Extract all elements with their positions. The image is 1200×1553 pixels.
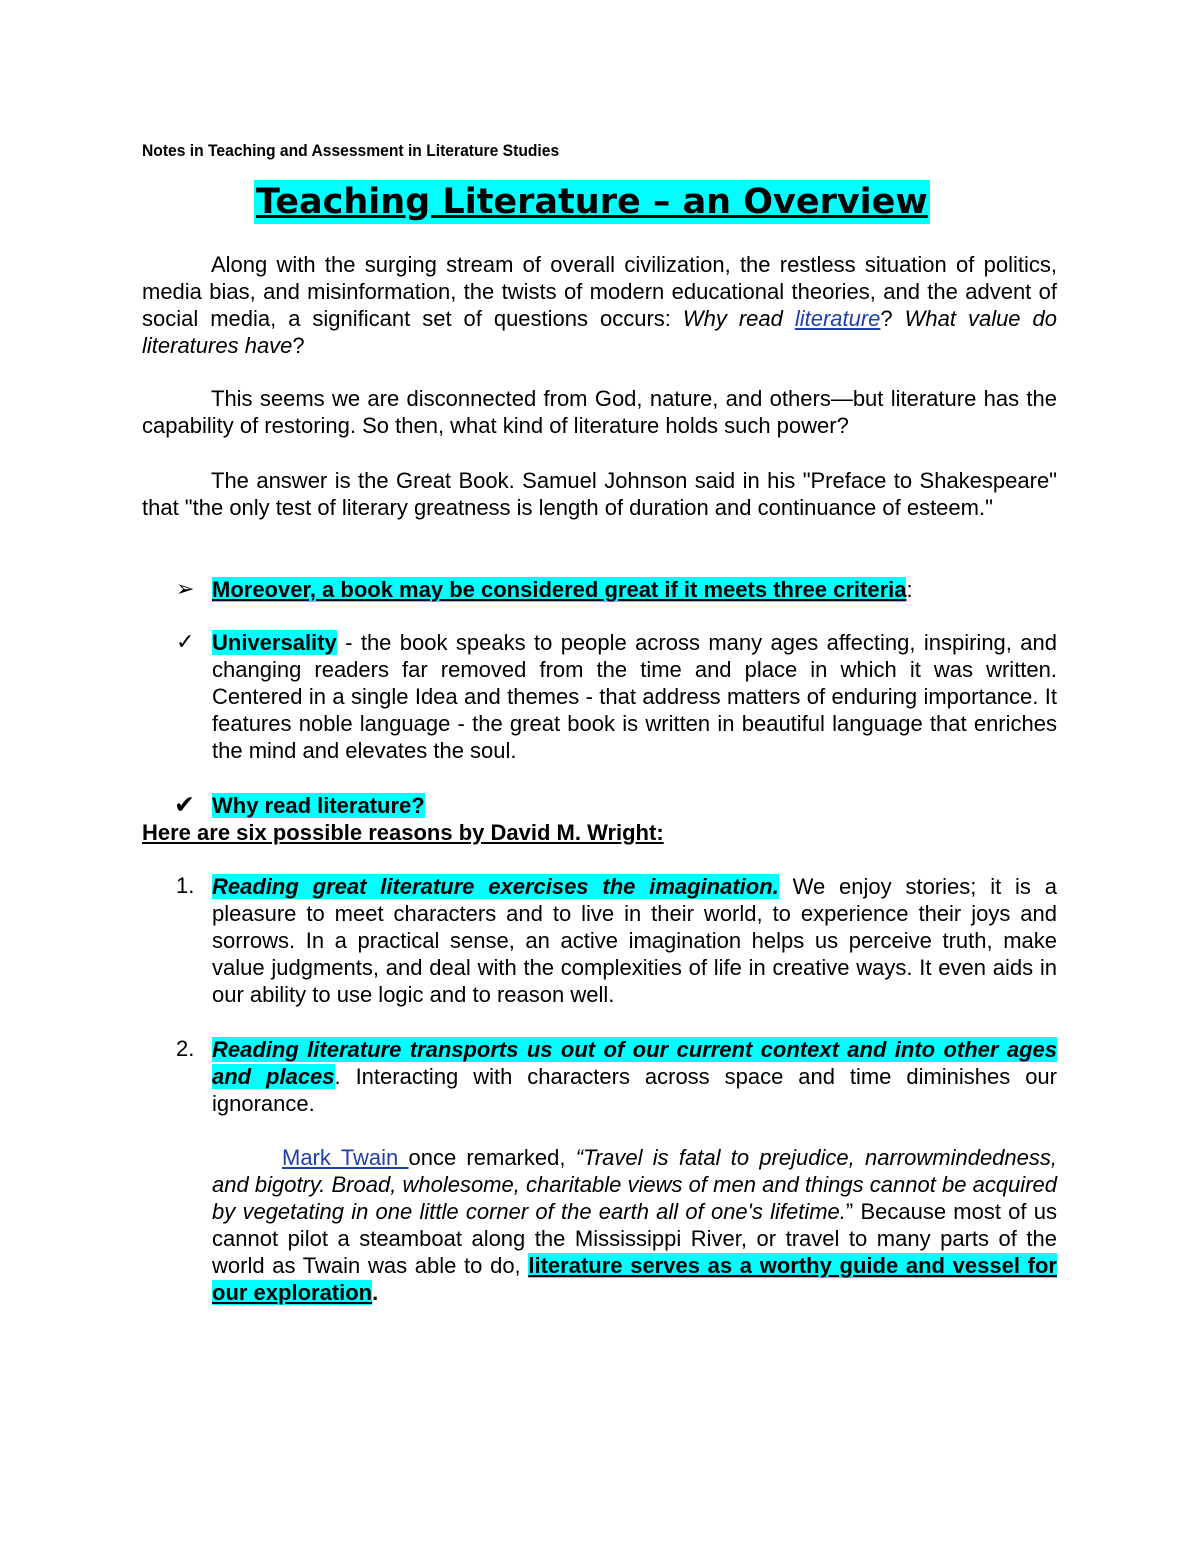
why-read-text: Why read literature? xyxy=(212,793,425,818)
reason-1-item xyxy=(212,873,1057,1008)
reason-1-bold: Reading great literature exercises the imagination. xyxy=(212,874,779,899)
reason-2-text: . Interacting with characters across space and time diminishes our ignorance. xyxy=(212,1064,1057,1116)
reason-2-bold: Reading literature transports us out of our current context and into other ages and places xyxy=(212,1037,1057,1089)
reason-1-text: We enjoy stories; it is a pleasure to meet characters and to live in their world, to experience their joys and sorrows. In a practical sense, an active imagination helps us perceive truth, make value judgments, and deal with the complexities of life in creative ways. It even aids in our ability to use logic and to reason well. xyxy=(212,874,1058,1007)
list-number-1: 1. xyxy=(176,873,195,898)
intro-question-mark: ? xyxy=(880,306,893,331)
criteria-item xyxy=(212,576,1057,603)
paragraph-disconnected: This seems we are disconnected from God, nature, and others—but literature has the capability of restoring. So then, what kind of literature holds such power? xyxy=(142,386,1057,438)
twain-text-1: once remarked, xyxy=(408,1145,576,1170)
universality-label: Universality xyxy=(212,630,337,655)
twain-paragraph xyxy=(212,1144,1057,1306)
why-read-item xyxy=(212,792,1057,819)
universality-item xyxy=(212,629,1057,764)
reason-2-item xyxy=(212,1036,1057,1117)
criteria-text: Moreover, a book may be considered great if it meets three criteria xyxy=(212,577,907,602)
list-number-2: 2. xyxy=(176,1036,195,1061)
intro-question-1: Why read xyxy=(682,306,795,331)
twain-conclusion: literature serves as a worthy guide and vessel for our exploration xyxy=(212,1253,1057,1305)
intro-paragraph xyxy=(142,251,1057,359)
reasons-heading: Here are six possible reasons by David M. Wright: xyxy=(142,820,664,845)
twain-period: . xyxy=(372,1280,379,1305)
intro-question-2: What value do literatures have xyxy=(142,306,1057,358)
twain-quote: “Travel is fatal to prejudice, narrowmindedness, and bigotry. Broad, wholesome, charitable views of men and things cannot be acquired by vegetating in one little corner of the earth all of one's lifetime. xyxy=(212,1145,1057,1224)
page-title: Teaching Literature – an Overview xyxy=(256,182,928,222)
intro-text: Along with the surging stream of overall civilization, the restless situation of politics, media bias, and misinformation, the twists of modern educational theories, and the advent of social media, a significant set of questions occurs: xyxy=(142,252,1057,331)
document-header: Notes in Teaching and Assessment in Literature Studies xyxy=(142,141,560,160)
intro-question-mark-2: ? xyxy=(292,333,305,358)
paragraph-great-book: The answer is the Great Book. Samuel Johnson said in his "Preface to Shakespeare" that "the only test of literary greatness is length of duration and continuance of esteem." xyxy=(142,468,1057,520)
literature-link[interactable]: literature xyxy=(794,306,881,331)
criteria-colon: : xyxy=(906,577,913,602)
heavy-check-bullet-icon: ✔ xyxy=(174,791,195,819)
mark-twain-link[interactable]: Mark Twain xyxy=(282,1145,409,1170)
arrow-bullet-icon: ➢ xyxy=(176,576,195,601)
twain-text-2: ” Because most of us cannot pilot a steamboat along the Mississippi River, or travel to many parts of the world as Twain was able to do, xyxy=(212,1199,1057,1278)
universality-text: - the book speaks to people across many ages affecting, inspiring, and changing readers far removed from the time and place in which it was written. Centered in a single Idea and themes - that address matters of enduring importance. It features noble language - the great book is written in beautiful language that enriches the mind and elevates the soul. xyxy=(212,630,1057,763)
check-bullet-icon: ✓ xyxy=(176,629,195,654)
